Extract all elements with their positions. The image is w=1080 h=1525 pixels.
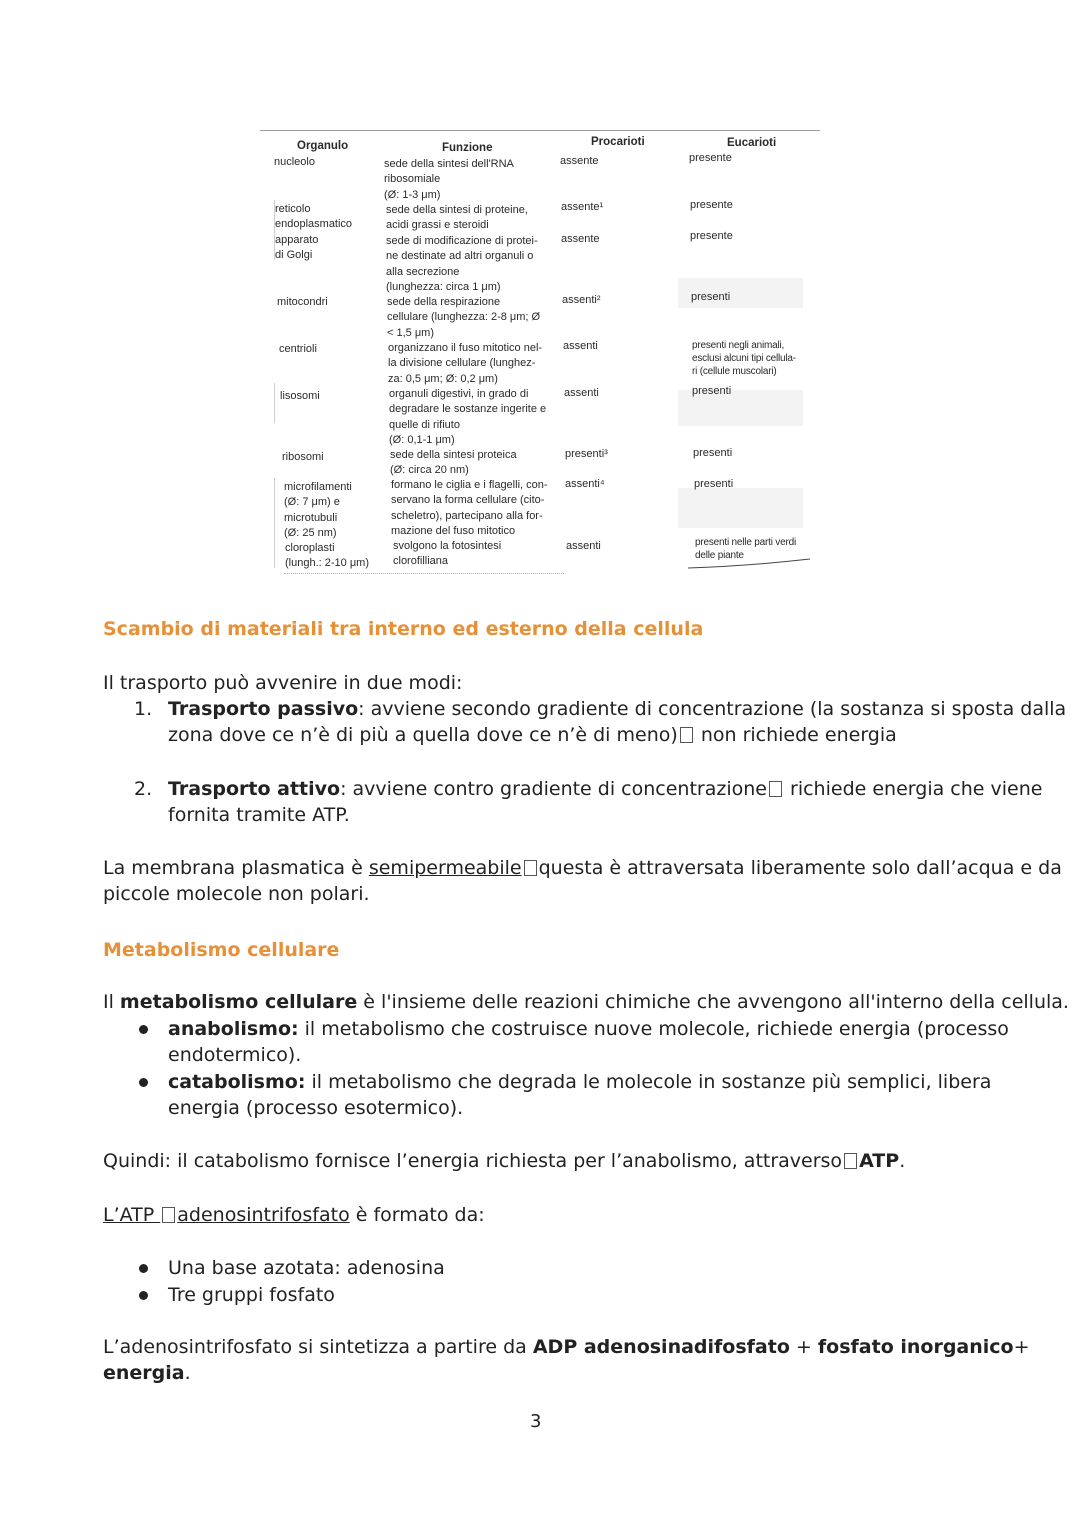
paragraph bbox=[103, 855, 1062, 882]
section-heading: Metabolismo cellulare bbox=[103, 939, 340, 961]
list-item-cont: energia (processo esotermico). bbox=[168, 1097, 464, 1119]
term: Trasporto attivo bbox=[168, 778, 341, 800]
text: : avviene contro gradiente di concentrazione bbox=[340, 778, 767, 800]
list-item-cont bbox=[168, 722, 897, 749]
cell-eucarioti: presenti bbox=[691, 291, 731, 303]
cell-funzione: sede della sintesi di proteine, acidi grassi e steroidi bbox=[386, 204, 528, 232]
underlined-term: adenosintrifosfato bbox=[177, 1204, 350, 1226]
term: ADP adenosinadifosfato bbox=[532, 1336, 790, 1358]
paragraph-cont bbox=[103, 1360, 191, 1387]
cell-funzione: sede della respirazione cellulare (lunghezza: 2-8 μm; Ø < 1,5 μm) bbox=[387, 296, 541, 339]
header-funzione: Funzione bbox=[442, 142, 493, 154]
underlined-term: L’ATP bbox=[103, 1204, 161, 1226]
list-item bbox=[168, 1016, 1009, 1043]
cell-procarioti: assenti bbox=[564, 387, 599, 399]
cell-procarioti: assenti bbox=[566, 540, 601, 552]
cell-organulo: nucleolo bbox=[274, 156, 315, 168]
text: il metabolismo che costruisce nuove molecole, richiede energia (processo bbox=[298, 1018, 1009, 1040]
cell-procarioti: assenti bbox=[563, 340, 598, 352]
text: il metabolismo che degrada le molecole in sostanze più semplici, libera bbox=[305, 1071, 992, 1093]
list-item bbox=[168, 696, 1066, 723]
list-item bbox=[168, 776, 1042, 803]
cell-procarioti: assenti⁴ bbox=[565, 478, 605, 490]
paragraph bbox=[103, 1334, 1030, 1361]
term: fosfato inorganico bbox=[817, 1336, 1014, 1358]
cell-organulo: ribosomi bbox=[282, 451, 324, 463]
cell-procarioti: assente¹ bbox=[561, 201, 604, 213]
header-eucarioti: Eucarioti bbox=[727, 137, 777, 149]
table-bottom-rule bbox=[688, 556, 813, 570]
paragraph bbox=[103, 989, 1069, 1016]
scan-shade bbox=[678, 488, 803, 528]
arrow-placeholder-icon bbox=[162, 1207, 175, 1223]
cell-eucarioti: presenti bbox=[693, 447, 733, 459]
text: non richiede energia bbox=[694, 724, 897, 746]
list-item bbox=[168, 1069, 991, 1096]
list-number: 1. bbox=[134, 698, 153, 720]
arrow-placeholder-icon bbox=[680, 727, 693, 743]
cell-eucarioti: presente bbox=[689, 152, 732, 164]
table-footnote-rule bbox=[284, 573, 564, 574]
list-item-cont: fornita tramite ATP. bbox=[168, 804, 350, 826]
cell-procarioti: assenti² bbox=[562, 294, 601, 306]
text: è formato da: bbox=[349, 1204, 485, 1226]
cell-procarioti: assente bbox=[561, 233, 600, 245]
cell-funzione: formano le ciglia e i flagelli, con- servano la forma cellulare (cito- scheletro), partecipano alla for- mazione del fuso mitotico bbox=[391, 479, 548, 537]
section-heading: Scambio di materiali tra interno ed esterno della cellula bbox=[103, 618, 704, 640]
term: anabolismo: bbox=[168, 1018, 299, 1040]
text: Il bbox=[103, 991, 120, 1013]
cell-funzione: organizzano il fuso mitotico nel- la divisione cellulare (lunghez- za: 0,5 μm; Ø: 0,2 μm) bbox=[388, 342, 543, 385]
text: L’adenosintrifosfato si sintetizza a partire da bbox=[103, 1336, 533, 1358]
list-item-cont: endotermico). bbox=[168, 1044, 302, 1066]
list-item: Tre gruppi fosfato bbox=[168, 1284, 335, 1306]
cell-organulo: reticolo endoplasmatico bbox=[275, 203, 353, 231]
cell-organulo: centrioli bbox=[279, 343, 317, 355]
cell-funzione: sede della sintesi dell'RNA ribosomiale (Ø: 1-3 μm) bbox=[384, 158, 514, 201]
term: energia bbox=[103, 1362, 185, 1384]
text: + bbox=[789, 1336, 818, 1358]
text: + bbox=[1013, 1336, 1030, 1358]
page-number: 3 bbox=[530, 1411, 542, 1432]
scan-edge bbox=[274, 383, 275, 423]
arrow-placeholder-icon bbox=[524, 860, 537, 876]
paragraph bbox=[103, 1202, 485, 1229]
text: richiede energia che viene bbox=[783, 778, 1043, 800]
cell-funzione: svolgono la fotosintesi clorofilliana bbox=[393, 540, 502, 568]
cell-funzione: organuli digestivi, in grado di degradare le sostanze ingerite e quelle di rifiuto (Ø: 0,1-1 μm) bbox=[389, 388, 547, 446]
bullet-icon bbox=[139, 1291, 148, 1300]
text: : avviene secondo gradiente di concentrazione (la sostanza si sposta dalla bbox=[358, 698, 1067, 720]
cell-procarioti: assente bbox=[560, 155, 599, 167]
term: metabolismo cellulare bbox=[119, 991, 358, 1013]
text: . bbox=[899, 1150, 906, 1172]
cell-organulo: lisosomi bbox=[280, 390, 320, 402]
term: ATP bbox=[859, 1150, 900, 1172]
cell-organulo: mitocondri bbox=[277, 296, 328, 308]
cell-organulo: apparato di Golgi bbox=[275, 234, 319, 262]
header-procarioti: Procarioti bbox=[591, 136, 645, 148]
cell-eucarioti: presenti nelle parti verdi delle piante bbox=[695, 537, 796, 561]
cell-funzione: sede di modificazione di protei- ne destinate ad altri organuli o alla secrezione (lunghezza: circa 1 μm) bbox=[386, 235, 538, 293]
text: questa è attraversata liberamente solo dall’acqua e da bbox=[538, 857, 1062, 879]
arrow-placeholder-icon bbox=[844, 1153, 857, 1169]
underlined-term: semipermeabile bbox=[368, 857, 522, 879]
organelle-table bbox=[258, 128, 820, 580]
paragraph: Il trasporto può avvenire in due modi: bbox=[103, 672, 463, 694]
text: zona dove ce n’è di più a quella dove ce n’è di meno) bbox=[168, 724, 678, 746]
text: Quindi: il catabolismo fornisce l’energia richiesta per l’anabolismo, attraverso bbox=[103, 1150, 843, 1172]
text: La membrana plasmatica è bbox=[103, 857, 369, 879]
text: è l'insieme delle reazioni chimiche che avvengono all'interno della cellula. bbox=[357, 991, 1069, 1013]
list-item: Una base azotata: adenosina bbox=[168, 1257, 445, 1279]
cell-procarioti: presenti³ bbox=[565, 448, 608, 460]
cell-eucarioti: presente bbox=[690, 199, 733, 211]
bullet-icon bbox=[139, 1078, 148, 1087]
table-top-rule bbox=[260, 130, 820, 131]
cell-eucarioti: presenti negli animali, esclusi alcuni tipi cellula- ri (cellule muscolari) bbox=[692, 340, 796, 377]
term: catabolismo: bbox=[168, 1071, 306, 1093]
cell-funzione: sede della sintesi proteica (Ø: circa 20 nm) bbox=[390, 449, 517, 477]
cell-eucarioti: presente bbox=[690, 230, 733, 242]
arrow-placeholder-icon bbox=[769, 781, 782, 797]
header-organulo: Organulo bbox=[297, 140, 349, 152]
list-number: 2. bbox=[134, 778, 153, 800]
scan-edge bbox=[274, 478, 275, 568]
bullet-icon bbox=[139, 1264, 148, 1273]
cell-organulo: microfilamenti (Ø: 7 μm) e microtubuli (Ø: 25 nm) bbox=[284, 481, 352, 539]
text: . bbox=[184, 1362, 191, 1384]
bullet-icon bbox=[139, 1025, 148, 1034]
paragraph-cont: piccole molecole non polari. bbox=[103, 883, 370, 905]
cell-eucarioti: presenti bbox=[694, 478, 734, 490]
paragraph bbox=[103, 1148, 905, 1175]
cell-eucarioti: presenti bbox=[692, 385, 732, 397]
cell-organulo: cloroplasti (lungh.: 2-10 μm) bbox=[285, 542, 369, 570]
term: Trasporto passivo bbox=[168, 698, 359, 720]
